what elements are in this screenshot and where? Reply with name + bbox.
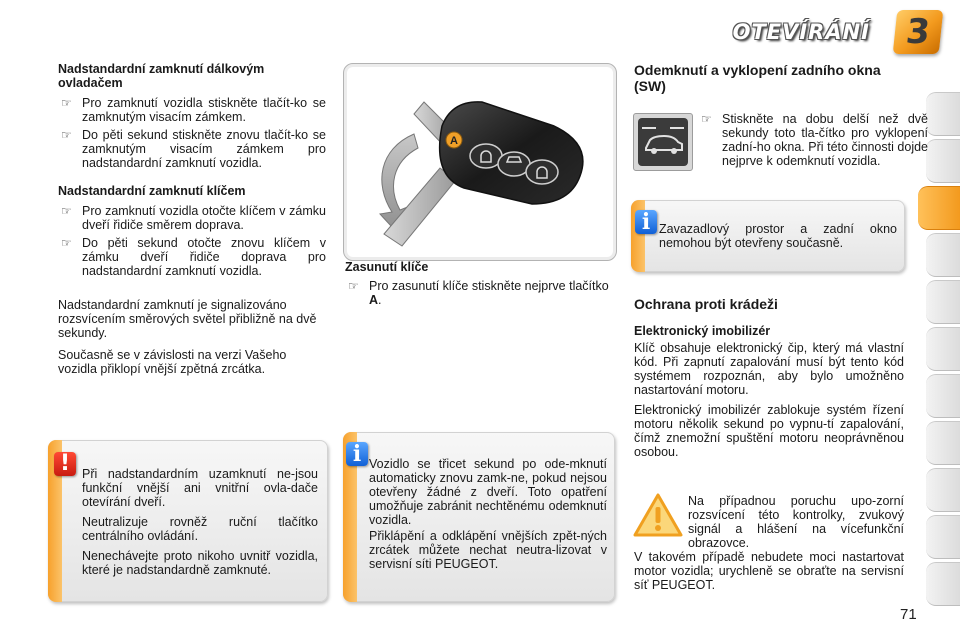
chapter-tab[interactable] — [926, 562, 960, 606]
rear-window-button-picture — [633, 113, 693, 171]
chapter-tab[interactable] — [926, 515, 960, 559]
chapter-tab[interactable] — [926, 468, 960, 512]
trunk-button — [498, 152, 530, 176]
theft-protection-title: Ochrana proti krádeži — [634, 296, 778, 312]
warning-box — [48, 440, 328, 602]
chapter-tab[interactable] — [926, 139, 960, 183]
key-insert-section — [345, 260, 617, 307]
remote-lock-step — [58, 96, 326, 124]
chapter-tab[interactable] — [926, 374, 960, 418]
rear-window-car-icon — [634, 114, 692, 170]
signal-info — [58, 298, 326, 376]
chapter-number-badge: 3 — [893, 10, 944, 54]
chapter-title: OTEVÍRÁNÍ — [732, 20, 870, 44]
hand-pointer-icon: ☞ — [348, 279, 359, 293]
key-lock-step — [58, 204, 326, 232]
warning-paragraph: Při nadstandardním uzamknutí ne-jsou funkční vnější ani vnitřní ovla-dače otevírání dveří. — [82, 467, 318, 509]
key-lock-title: Nadstandardní zamknutí klíčem — [58, 184, 246, 198]
unlock-button — [470, 144, 502, 168]
remote-lock-step-text: Do pěti sekund stiskněte znovu tlačít-ko se zamknutým visacím zámkem pro nadstandardní zamknutí vozidla. — [82, 128, 326, 170]
immobiliser-title: Elektronický imobilizér — [634, 324, 771, 338]
key-insert-step — [345, 279, 617, 307]
hand-pointer-icon: ☞ — [61, 128, 72, 142]
immobiliser-paragraph: Klíč obsahuje elektronický čip, který má vlastní kód. Při zapnutí zapalování musí být tento kód systémem rozpoznán, aby bylo umožněno nastartování motoru. — [634, 341, 904, 397]
key-illustration — [343, 63, 617, 261]
key-insert-button-ref: A — [369, 293, 379, 307]
rear-window-title: Odemknutí a vyklopení zadního okna (SW) — [634, 62, 881, 94]
immobiliser-paragraph: Elektronický imobilizér zablokuje systém řízení motoru několik sekund po vypnu-tí zapalování, čímž znemožní spuštění motoru neoprávněnou osobou. — [634, 403, 904, 459]
key-fob-drawing — [344, 64, 616, 260]
info-icon: i — [635, 210, 657, 234]
signal-paragraph: Nadstandardní zamknutí je signalizováno rozsvícením směrových světel přibližně na dvě sekundy. — [58, 298, 317, 340]
info-box-trunk — [631, 200, 905, 272]
immobiliser-text — [634, 341, 904, 459]
key-insert-period: . — [378, 293, 382, 307]
warning-paragraph: Nenechávejte proto nikoho uvnitř vozidla, které je nadstandardně zamknuté. — [82, 549, 318, 577]
mirror-paragraph: Současně se v závislosti na verzi Vašeho vozidla přiklopí vnější zpětná zrcátka. — [58, 348, 287, 376]
chapter-tab[interactable] — [926, 233, 960, 277]
info-text — [369, 457, 607, 571]
key-insert-title: Zasunutí klíče — [345, 260, 429, 274]
key-insert-text: Pro zasunutí klíče stiskněte nejprve tlačítko — [369, 279, 609, 293]
lock-button — [526, 160, 558, 184]
warning-text — [82, 467, 318, 577]
remote-lock-title: Nadstandardní zamknutí dálkovým ovladačem — [58, 62, 265, 90]
chapter-tab[interactable] — [926, 327, 960, 371]
hand-pointer-icon: ☞ — [61, 236, 72, 250]
key-lock-step-text: Do pěti sekund otočte znovu klíčem v zámku dveří řidiče doprava pro nadstandardní zamknutí vozidla. — [82, 236, 326, 278]
exclamation-icon: ! — [54, 452, 76, 476]
warning-triangle-icon — [632, 492, 684, 538]
info-paragraph: Přiklápění a odklápění vnějších zpět-ných zrcátek můžete nechat neutra-lizovat v servisní síti PEUGEOT. — [369, 529, 607, 571]
chapter-tab[interactable] — [926, 280, 960, 324]
remote-lock-step-text: Pro zamknutí vozidla stiskněte tlačít-ko se zamknutým visacím zámkem. — [82, 96, 326, 124]
chapter-tab[interactable] — [926, 92, 960, 136]
chapter-tab[interactable] — [926, 421, 960, 465]
hand-pointer-icon: ☞ — [701, 112, 712, 126]
key-lock-step-text: Pro zamknutí vozidla otočte klíčem v zámku dveří řidiče směrem doprava. — [82, 204, 326, 232]
fault-action-text: V takovém případě nebudete moci nastartovat motor vozidla; urychleně se obraťte na servisní síť PEUGEOT. — [634, 550, 904, 592]
rear-window-step-text: Stiskněte na dobu delší než dvě sekundy toto tla-čítko pro vyklopení zadní-ho okna. Při této činnosti dojde nejprve k odemknutí vozidla. — [722, 112, 928, 168]
trunk-info-text: Zavazadlový prostor a zadní okno nemohou být otevřeny současně. — [659, 222, 897, 250]
warning-paragraph: Neutralizuje rovněž ruční tlačítko centrálního ovládání. — [82, 515, 318, 543]
info-paragraph: Vozidlo se třicet sekund po ode-mknutí automaticky znovu zamk-ne, pokud nejsou otevřeny žádné z dveří. Toto opatření umožňuje zabránit nechtěnému odemknutí vozidla. — [369, 457, 607, 527]
remote-lock-step — [58, 128, 326, 170]
key-button-label: A — [450, 135, 458, 147]
key-lock-step — [58, 236, 326, 278]
chapter-tab-active[interactable] — [918, 186, 960, 230]
info-icon: i — [346, 442, 368, 466]
left-column — [58, 62, 326, 278]
hand-pointer-icon: ☞ — [61, 96, 72, 110]
hand-pointer-icon: ☞ — [61, 204, 72, 218]
page-number: 71 — [900, 606, 917, 623]
rear-window-step — [698, 112, 928, 168]
info-box-auto-relock — [343, 432, 615, 602]
fault-warning-text: Na případnou poruchu upo-zorní rozsvícení této kontrolky, zvukový signál a hlášení na vícefunkční obrazovce. — [688, 494, 904, 550]
